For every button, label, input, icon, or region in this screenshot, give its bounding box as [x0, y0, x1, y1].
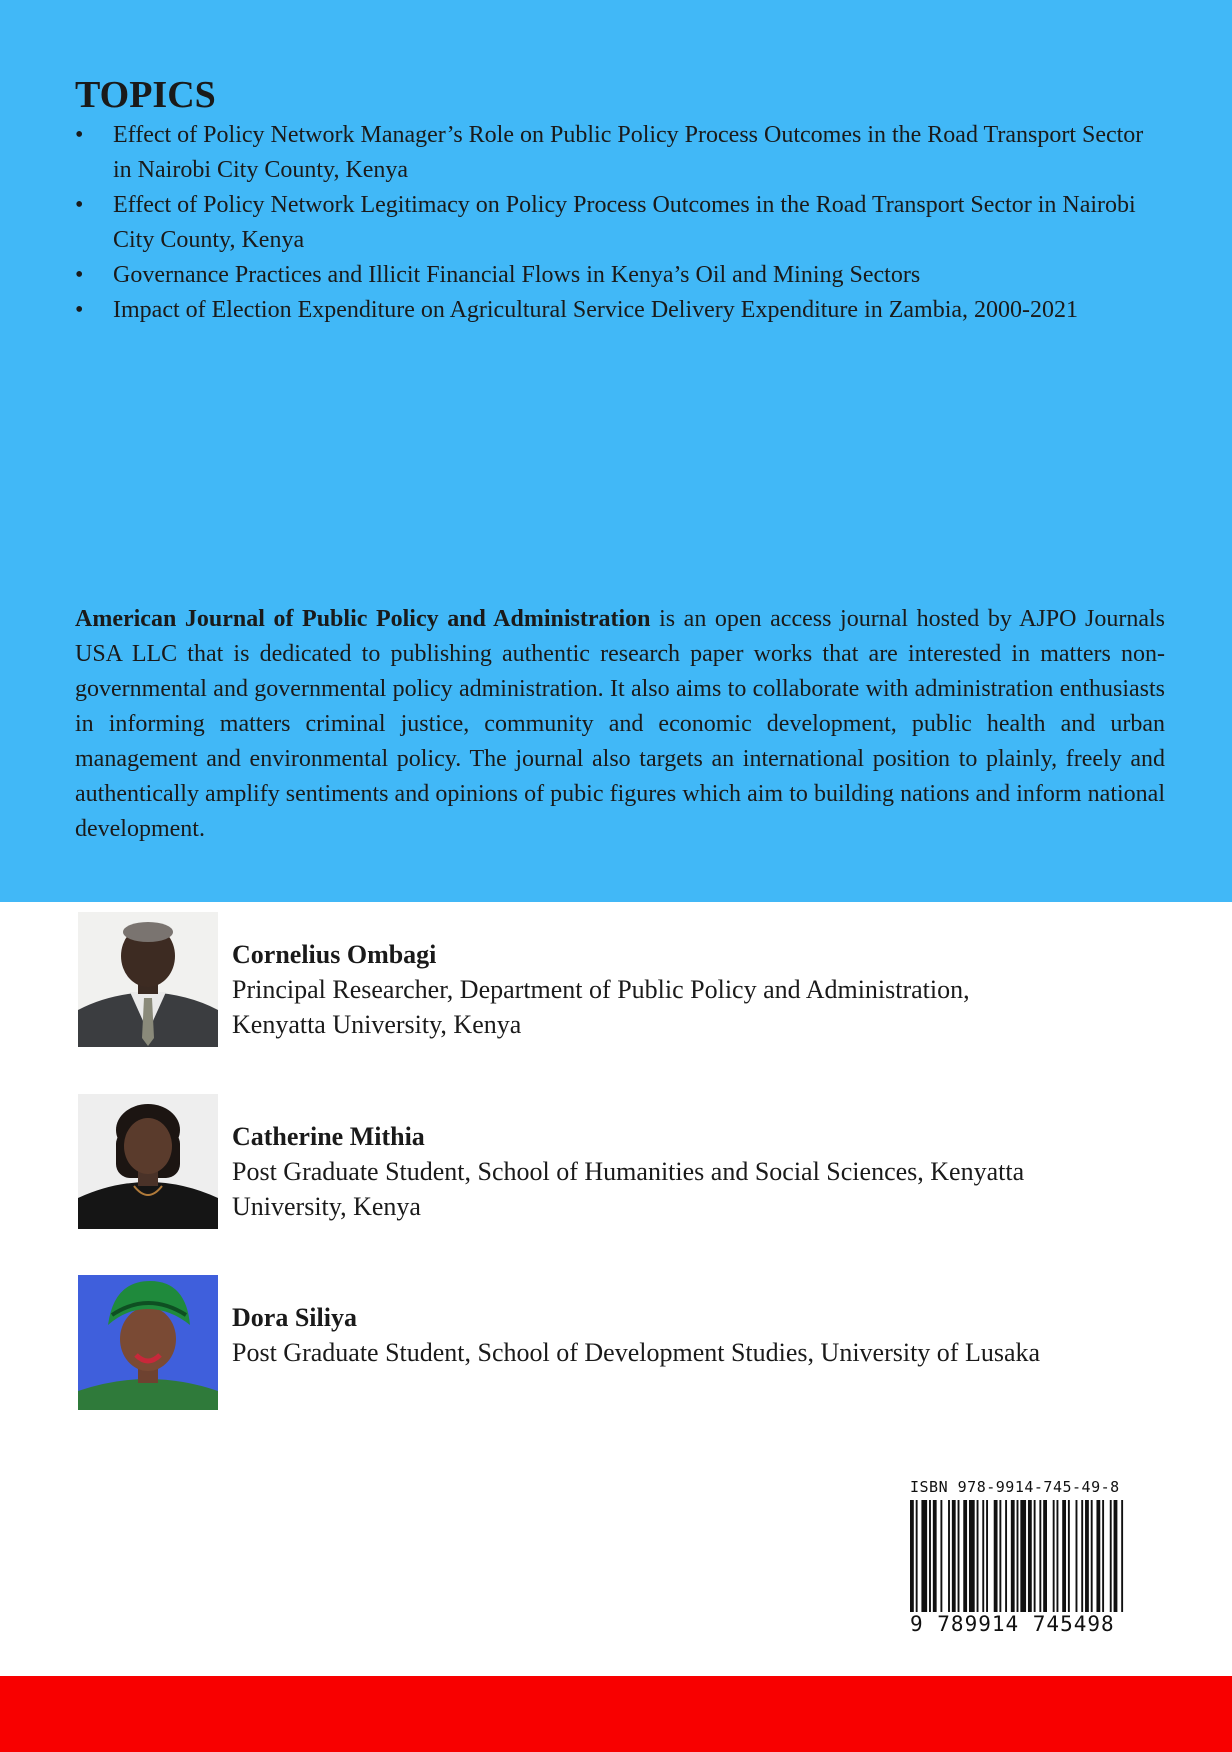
- barcode-bar: [952, 1500, 956, 1612]
- journal-description-text: is an open access journal hosted by AJPO Journals USA LLC that is dedicated to publishing authentic research paper works that are interested in matters non-governmental and governmental policy administration. It also aims to collaborate with administration enthusiasts in informing matters criminal justice, community and economic development, public health and urban management and environmental policy. The journal also targets an international position to plainly, freely and authentically amplify sentiments and opinions of pubic figures which aim to building nations and inform national development.: [75, 606, 1166, 842]
- barcode-bar: [982, 1500, 984, 1612]
- barcode-bar: [1011, 1500, 1015, 1612]
- barcode-bar: [916, 1500, 918, 1612]
- author-affiliation: Principal Researcher, Department of Public Policy and Administration,: [232, 975, 970, 1004]
- barcode-bar: [1062, 1500, 1066, 1612]
- barcode-bar: [1091, 1500, 1093, 1612]
- author-name: Dora Siliya: [232, 1303, 357, 1332]
- barcode-bar: [948, 1500, 950, 1612]
- barcode-bar: [910, 1500, 914, 1612]
- barcode-bar: [1017, 1500, 1019, 1612]
- barcode-bar: [1102, 1500, 1104, 1612]
- isbn-label: ISBN 978-9914-745-49-8: [910, 1478, 1120, 1496]
- journal-description: [75, 602, 1165, 847]
- journal-name: American Journal of Public Policy and Administration: [75, 606, 651, 632]
- barcode-bar: [1114, 1500, 1118, 1612]
- footer-strip: [0, 1676, 1232, 1752]
- author-card: [78, 1275, 1198, 1410]
- barcode-bar: [1039, 1500, 1041, 1612]
- barcode-bar: [1096, 1500, 1100, 1612]
- barcode-bar: [969, 1500, 975, 1612]
- topic-item: • Effect of Policy Network Legitimacy on Policy Process Outcomes in the Road Transport Sector in Nairobi City County, Kenya: [75, 192, 1136, 253]
- barcode-bar: [1034, 1500, 1036, 1612]
- topic-text: Effect of Policy Network Legitimacy on Policy Process Outcomes in the Road Transport Sector in Nairobi City County, Kenya: [113, 192, 1136, 253]
- author-photo: [78, 1094, 218, 1229]
- author-affiliation: Post Graduate Student, School of Development Studies, University of Lusaka: [232, 1338, 1041, 1367]
- author-photo: [78, 1275, 218, 1410]
- topic-item: • Impact of Election Expenditure on Agricultural Service Delivery Expenditure in Zambia, 2000-2021: [75, 297, 1079, 323]
- barcode-bar: [1043, 1500, 1047, 1612]
- barcode-digits: 9 789914 745498: [910, 1612, 1115, 1636]
- barcode-bar: [963, 1500, 967, 1612]
- barcode-bar: [940, 1500, 942, 1612]
- barcode-bar: [999, 1500, 1001, 1612]
- topic-item: • Governance Practices and Illicit Financial Flows in Kenya’s Oil and Mining Sectors: [75, 262, 921, 288]
- author-affiliation: University, Kenya: [232, 1192, 421, 1221]
- barcode-bar: [929, 1500, 931, 1612]
- barcode-bar: [921, 1500, 927, 1612]
- barcode-bar: [1028, 1500, 1032, 1612]
- barcode-bar: [994, 1500, 998, 1612]
- author-affiliation: Kenyatta University, Kenya: [232, 1010, 522, 1039]
- barcode-bar: [1121, 1500, 1123, 1612]
- barcode-bar: [1076, 1500, 1078, 1612]
- barcode-bar: [958, 1500, 960, 1612]
- author-name: Cornelius Ombagi: [232, 940, 437, 969]
- topic-text: Governance Practices and Illicit Financial Flows in Kenya’s Oil and Mining Sectors: [113, 262, 921, 288]
- author-affiliation: Post Graduate Student, School of Humanities and Social Sciences, Kenyatta: [232, 1157, 1025, 1186]
- topics-list: [75, 118, 1155, 328]
- barcode-bar: [977, 1500, 979, 1612]
- isbn-barcode: [910, 1500, 1125, 1612]
- barcode-bar: [1020, 1500, 1026, 1612]
- topics-heading: TOPICS: [75, 74, 216, 116]
- topic-text: Effect of Policy Network Manager’s Role on Public Policy Process Outcomes in the Road Transport Sector in Nairobi City County, Kenya: [113, 122, 1144, 183]
- barcode-bar: [933, 1500, 937, 1612]
- author-photo: [78, 912, 218, 1047]
- barcode-bar: [1057, 1500, 1059, 1612]
- topic-item: • Effect of Policy Network Manager’s Role on Public Policy Process Outcomes in the Road Transport Sector in Nairobi City County, Kenya: [75, 122, 1144, 183]
- barcode-bar: [1085, 1500, 1089, 1612]
- barcode-bar: [1068, 1500, 1070, 1612]
- barcode-bar: [1053, 1500, 1055, 1612]
- topic-text: Impact of Election Expenditure on Agricultural Service Delivery Expenditure in Zambia, 2000-2021: [113, 297, 1079, 323]
- author-name: Catherine Mithia: [232, 1122, 425, 1151]
- author-card: [78, 912, 1198, 1047]
- barcode-bar: [1081, 1500, 1083, 1612]
- barcode-bar: [1005, 1500, 1007, 1612]
- barcode-bar: [1110, 1500, 1112, 1612]
- author-card: [78, 1094, 1198, 1229]
- barcode-bar: [986, 1500, 988, 1612]
